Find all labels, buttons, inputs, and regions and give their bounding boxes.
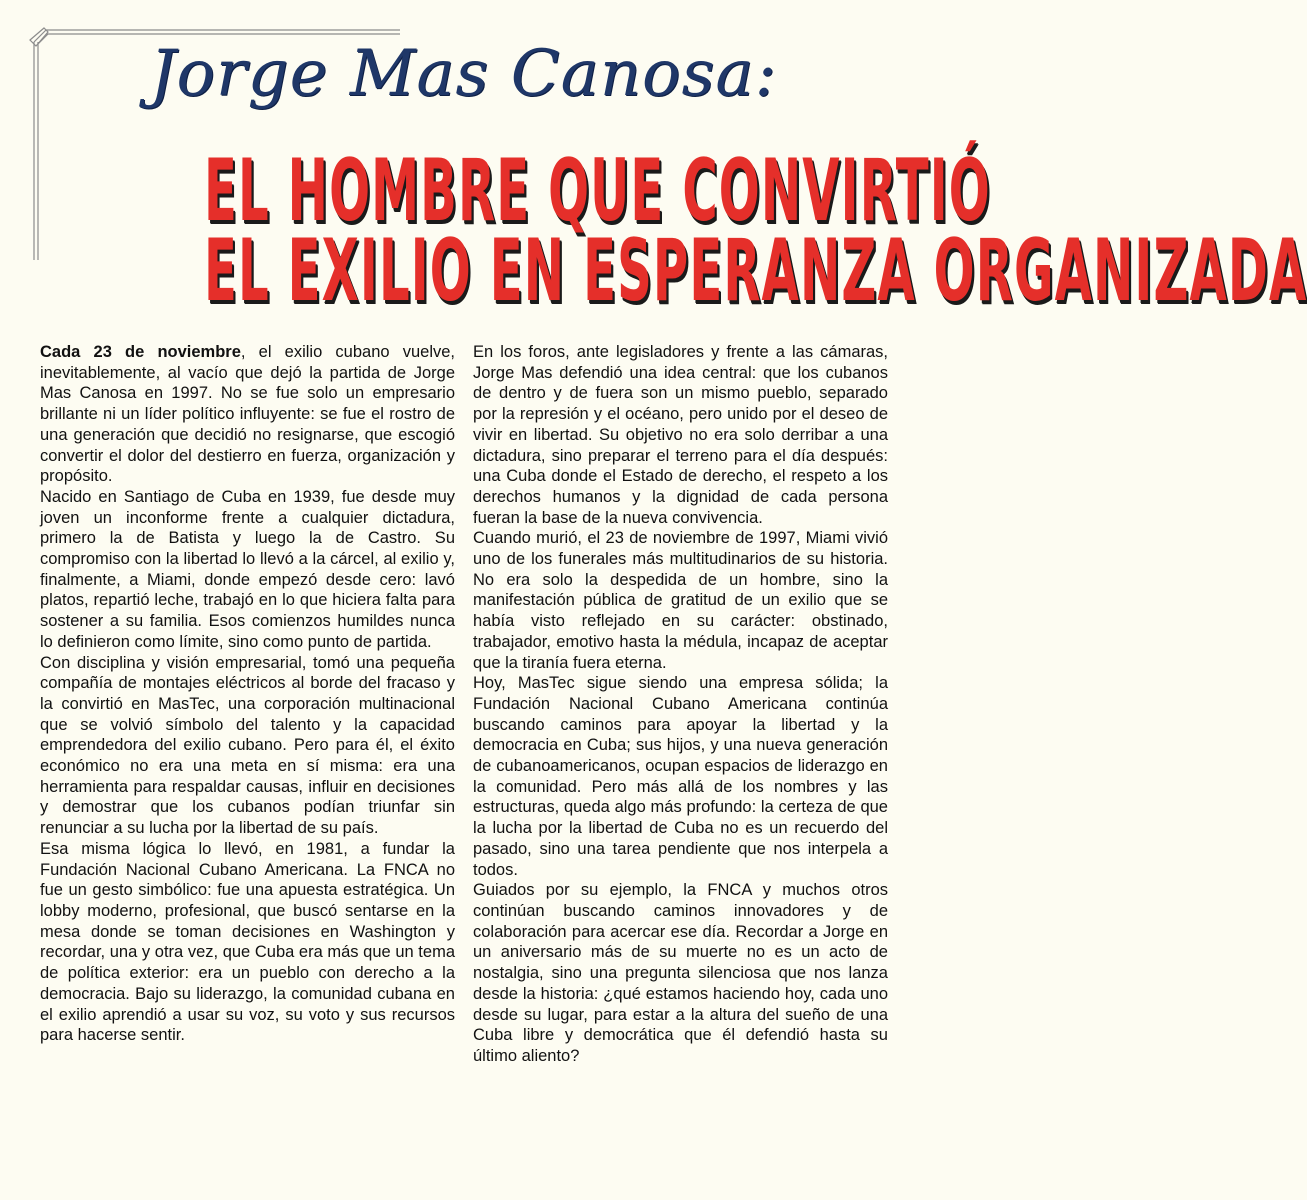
article-right-column xyxy=(473,342,888,1067)
headline-line-2 xyxy=(0,221,1307,321)
paragraph-7: Hoy, MasTec sigue siendo una empresa sólida; la Fundación Nacional Cubano Americana continúa buscando caminos para apoyar la libertad y la democracia en Cuba; sus hijos, y una nueva generación de cubanoamericanos, ocupan espacios de liderazgo en la comunidad. Pero más allá de los nombres y las estructuras, queda algo más profundo: la certeza de que la lucha por la libertad de Cuba no es un recuerdo del pasado, sino una tarea pendiente que nos interpela a todos. xyxy=(473,674,888,879)
article-left-column xyxy=(40,342,455,1046)
paragraph-5: En los foros, ante legisladores y frente a las cámaras, Jorge Mas defendió una idea central: que los cubanos de dentro y de fuera son un mismo pueblo, separado por la represión y el océano, pero unido por el deseo de vivir en libertad. Su objetivo no era solo derribar a una dictadura, sino preparar el terreno para el día después: una Cuba donde el Estado de derecho, el respeto a los derechos humanos y la dignidad de cada persona fueran la base de la nueva convivencia. xyxy=(473,343,888,527)
paragraph-1 xyxy=(40,342,455,487)
paragraph-1-text: , el exilio cubano vuelve, inevitablemente, al vacío que dejó la partida de Jorge Mas Canosa en 1997. No se fue solo un empresario brillante ni un líder político influyente: se fue el rostro de una generación que decidió no resignarse, que escogió convertir el dolor del destierro en fuerza, organización y propósito. xyxy=(40,343,456,486)
paragraph-2: Nacido en Santiago de Cuba en 1939, fue desde muy joven un inconforme frente a cualquier dictadura, primero la de Batista y luego la de Castro. Su compromiso con la libertad lo llevó a la cárcel, al exilio y, finalmente, a Miami, donde empezó desde cero: lavó platos, repartió leche, trabajó en lo que hiciera falta para sostener a su familia. Esos comienzos humildes nunca lo definieron como límite, sino como punto de partida. xyxy=(40,487,455,651)
paragraph-4: Esa misma lógica lo llevó, en 1981, a fundar la Fundación Nacional Cubano Americana. La FNCA no fue un gesto simbólico: fue una apuesta estratégica. Un lobby moderno, profesional, que buscó sentarse en la mesa donde se toman decisiones en Washington y recordar, una y otra vez, que Cuba era más que un tema de política exterior: era un pueblo con derecho a la democracia. Bajo su liderazgo, la comunidad cubana en el exilio aprendió a usar su voz, su voto y sus recursos para hacerse sentir. xyxy=(40,839,455,1045)
paragraph-3: Con disciplina y visión empresarial, tomó una pequeña compañía de montajes eléctricos al borde del fracaso y la convirtió en MasTec, una corporación multinacional que se volvió símbolo del talento y la capacidad emprendedora del exilio cubano. Pero para él, el éxito económico no era una meta en sí misma: era una herramienta para respaldar causas, influir en decisiones y demostrar que los cubanos podían triunfar sin renunciar a su lucha por la libertad de su país. xyxy=(40,653,455,838)
paragraph-8: Guiados por su ejemplo, la FNCA y muchos otros continúan buscando caminos innovadores y de colaboración para acercar ese día. Recordar a Jorge en un aniversario más de su muerte no es un acto de nostalgia, sino una pregunta silenciosa que nos lanza desde la historia: ¿qué estamos haciendo hoy, cada uno desde su lugar, para estar a la altura del sueño de una Cuba libre y democrática que él defendió hasta su último aliento? xyxy=(473,881,888,1065)
headline-line-2-text: EL EXILIO EN ESPERANZA ORGANIZADA xyxy=(203,221,1307,321)
script-title: Jorge Mas Canosa: xyxy=(149,37,778,111)
paragraph-6: Cuando murió, el 23 de noviembre de 1997, Miami vivió uno de los funerales más multitudinarios de su historia. No era solo la despedida de un hombre, sino la manifestación pública de gratitud de un exilio que se había visto reflejado en su carácter: obstinado, trabajador, emotivo hasta la médula, incapaz de aceptar que la tiranía fuera eterna. xyxy=(473,529,888,672)
headline-line-1-text: EL HOMBRE QUE CONVIRTIÓ xyxy=(203,141,991,241)
paragraph-lead-date: Cada 23 de noviembre xyxy=(40,343,241,361)
